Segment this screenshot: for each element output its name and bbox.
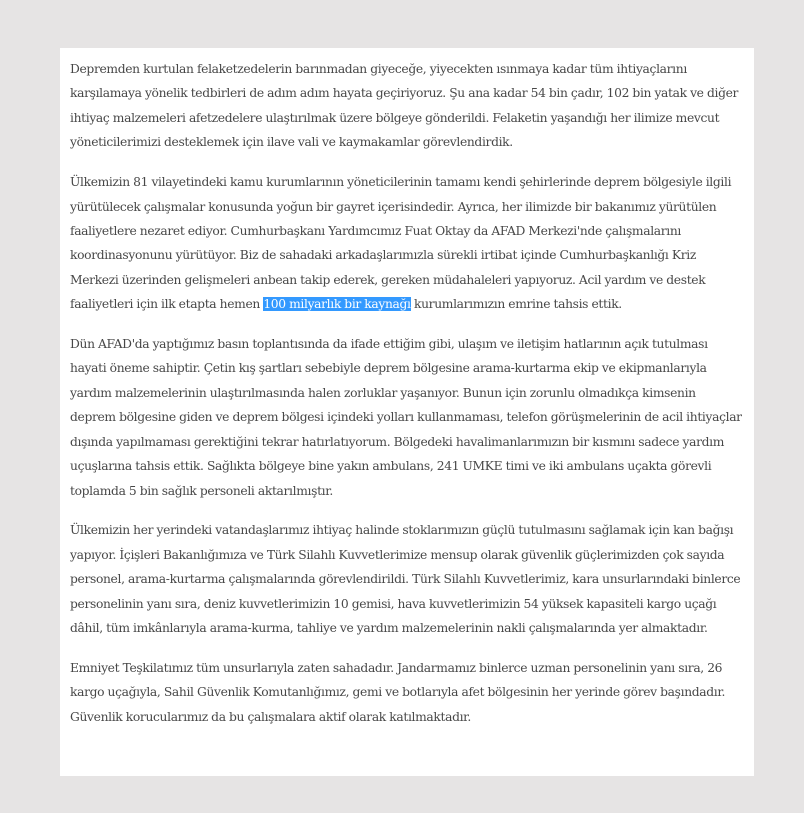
paragraph-5[interactable]: Emniyet Teşkilatımız tüm unsurlarıyla zaten sahadadır. Jandarmamız binlerce uzman personelinin yanı sıra, 26 kargo uçağıyla, Sahil Güvenlik Komutanlığımız, gemi ve botlarıyla afet bölgesinin her yerinde görev başındadır. Güvenlik korucularımız da bu çalışmalara aktif olarak katılmaktadır. — [70, 660, 726, 724]
paragraph-4[interactable]: Ülkemizin her yerindeki vatandaşlarımız ihtiyaç halinde stoklarımızın güçlü tutulmasını sağlamak için kan bağışı yapıyor. İçişleri Bakanlığımıza ve Türk Silahlı Kuvvetlerimize mensup olarak güvenlik güçlerimizden çok sayıda personel, arama-kurtarma çalışmalarında görevlendirildi. Türk Silahlı Kuvvetlerimiz, kara unsurlarındaki binlerce personelinin yanı sıra, deniz kuvvetlerimizin 10 gemisi, hava kuvvetlerimizin 54 yüksek kapasiteli kargo uçağı dâhil, tüm imkânlarıyla arama-kurma, tahliye ve yardım malzemelerinin nakli çalışmalarında yer almaktadır. — [70, 523, 741, 636]
article-body — [60, 48, 754, 776]
paragraph-2-text-after: kurumlarımızın emrine tahsis ettik. — [410, 297, 622, 312]
paragraph-2-text-before: Ülkemizin 81 vilayetindeki kamu kurumlarının yöneticilerinin tamamı kendi şehirlerinde deprem bölgesiyle ilgili yürütülecek çalışmalar konusunda yoğun bir gayret içerisindedir. Ayrıca, her ilimizde bir bakanımız yürütülen faaliyetlere nezaret ediyor. Cumhurbaşkanı Yardımcımız Fuat Oktay da AFAD Merkezi'nde çalışmalarını koordinasyonunu yürütüyor. Biz de sahadaki arkadaşlarımızla sürekli irtibat içinde Cumhurbaşkanlığı Kriz Merkezi üzerinden gelişmeleri anbean takip ederek, gereken müdahaleleri yapıyoruz. Acil yardım ve destek faaliyetleri için ilk etapta hemen — [70, 175, 732, 312]
paragraph-1[interactable]: Depremden kurtulan felaketzedelerin barınmadan giyeceğe, yiyecekten ısınmaya kadar tüm ihtiyaçlarını karşılamaya yönelik tedbirleri de adım adım hayata geçiriyoruz. Şu ana kadar 54 bin çadır, 102 bin yatak ve diğer ihtiyaç malzemeleri afetzedelere ulaştırılmak üzere bölgeye gönderildi. Felaketin yaşandığı her ilimize mevcut yöneticilerimizi desteklemek için ilave vali ve kaymakamlar görevlendirdik. — [70, 62, 739, 150]
paragraph-2[interactable] — [70, 170, 744, 316]
selected-text-highlight[interactable]: 100 milyarlık bir kaynağı — [263, 297, 411, 312]
paragraph-3[interactable]: Dün AFAD'da yaptığımız basın toplantısında da ifade ettiğim gibi, ulaşım ve iletişim hatlarının açık tutulması hayati öneme sahiptir. Çetin kış şartları sebebiyle deprem bölgesine arama-kurtarma ekip ve ekipmanlarıyla yardım malzemelerinin ulaştırılmasında halen zorluklar yaşanıyor. Bunun için zorunlu olmadıkça kimsenin deprem bölgesine giden ve deprem bölgesi içindeki yolları kullanmaması, telefon görüşmelerinin de acil ihtiyaçlar dışında yapılmaması gerektiğini tekrar hatırlatıyorum. Bölgedeki havalimanlarımızın bir kısmını sadece yardım uçuşlarına tahsis ettik. Sağlıkta bölgeye bine yakın ambulans, 241 UMKE timi ve iki ambulans uçakta görevli toplamda 5 bin sağlık personeli aktarılmıştır. — [70, 337, 742, 498]
